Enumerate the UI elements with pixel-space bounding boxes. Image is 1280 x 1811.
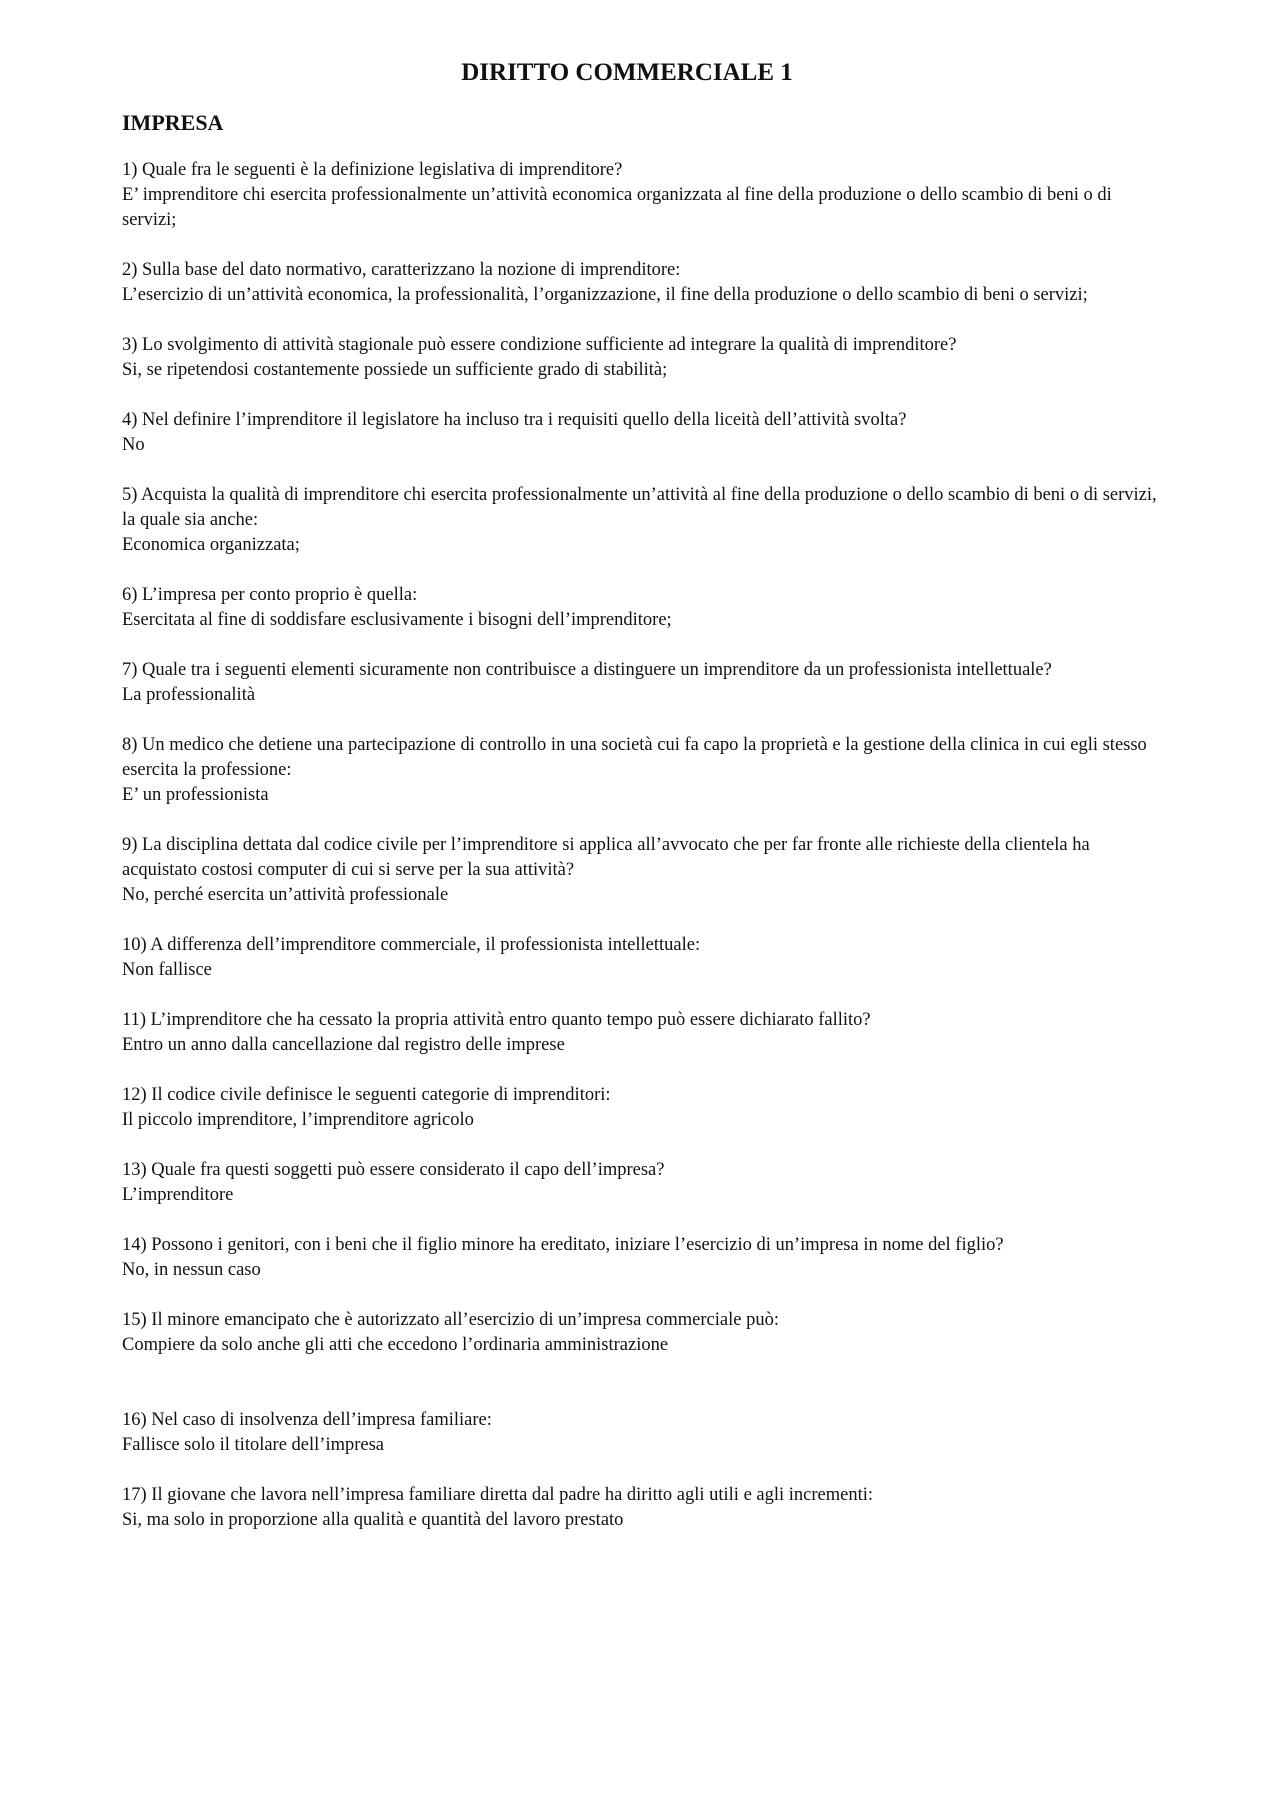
- question-text: 12) Il codice civile definisce le seguenti categorie di imprenditori:: [122, 1085, 611, 1106]
- answer-text: Esercitata al fine di soddisfare esclusivamente i bisogni dell’imprenditore;: [122, 610, 672, 631]
- question-item-13: [122, 1158, 1162, 1208]
- question-item-6: [122, 583, 1162, 633]
- question-text: 4) Nel definire l’imprenditore il legislatore ha incluso tra i requisiti quello della liceità dell’attività svolta?: [122, 410, 907, 431]
- answer-text: No, in nessun caso: [122, 1260, 261, 1281]
- answer-text: Compiere da solo anche gli atti che eccedono l’ordinaria amministrazione: [122, 1335, 669, 1356]
- question-item-12: [122, 1083, 1162, 1133]
- question-text: 14) Possono i genitori, con i beni che il figlio minore ha ereditato, iniziare l’esercizio di un’impresa in nome del figlio?: [122, 1235, 1004, 1256]
- question-list: [122, 158, 1162, 1533]
- question-text: 11) L’imprenditore che ha cessato la propria attività entro quanto tempo può essere dichiarato fallito?: [122, 1010, 871, 1031]
- section-title: IMPRESA: [122, 110, 224, 135]
- answer-text: E’ un professionista: [122, 785, 269, 806]
- question-text: 2) Sulla base del dato normativo, caratterizzano la nozione di imprenditore:: [122, 260, 681, 281]
- answer-text: Il piccolo imprenditore, l’imprenditore agricolo: [122, 1110, 474, 1131]
- question-text: 15) Il minore emancipato che è autorizzato all’esercizio di un’impresa commerciale può:: [122, 1310, 779, 1331]
- document-page: [122, 58, 1162, 1558]
- answer-text: Non fallisce: [122, 960, 212, 981]
- question-item-2: [122, 258, 1162, 308]
- answer-text: Fallisce solo il titolare dell’impresa: [122, 1435, 385, 1456]
- answer-text: No: [122, 435, 145, 456]
- question-item-10: [122, 933, 1162, 983]
- question-item-4: [122, 408, 1162, 458]
- question-item-16: [122, 1408, 1162, 1458]
- question-item-11: [122, 1008, 1162, 1058]
- question-text: 5) Acquista la qualità di imprenditore chi esercita professionalmente un’attività al fine della produzione o dello scambio di beni o di servizi, la quale sia anche:: [122, 485, 1157, 531]
- question-text: 1) Quale fra le seguenti è la definizione legislativa di imprenditore?: [122, 160, 623, 181]
- question-text: 17) Il giovane che lavora nell’impresa familiare diretta dal padre ha diritto agli utili e agli incrementi:: [122, 1485, 874, 1506]
- answer-text: No, perché esercita un’attività professionale: [122, 885, 449, 906]
- question-item-17: [122, 1483, 1162, 1533]
- answer-text: Si, se ripetendosi costantemente possiede un sufficiente grado di stabilità;: [122, 360, 668, 381]
- question-item-5: [122, 483, 1162, 558]
- answer-text: E’ imprenditore chi esercita professionalmente un’attività economica organizzata al fine della produzione o dello scambio di beni o di servizi;: [122, 185, 1112, 231]
- question-text: 13) Quale fra questi soggetti può essere considerato il capo dell’impresa?: [122, 1160, 665, 1181]
- question-item-1: [122, 158, 1162, 233]
- question-item-15: [122, 1308, 1162, 1358]
- question-item-3: [122, 333, 1162, 383]
- answer-text: Economica organizzata;: [122, 535, 300, 556]
- question-text: 8) Un medico che detiene una partecipazione di controllo in una società cui fa capo la proprietà e la gestione della clinica in cui egli stesso esercita la professione:: [122, 735, 1147, 781]
- document-title: DIRITTO COMMERCIALE 1: [461, 59, 793, 86]
- question-item-9: [122, 833, 1162, 908]
- question-text: 7) Quale tra i seguenti elementi sicuramente non contribuisce a distinguere un imprenditore da un professionista intellettuale?: [122, 660, 1052, 681]
- question-text: 9) La disciplina dettata dal codice civile per l’imprenditore si applica all’avvocato che per far fronte alle richieste della clientela ha acquistato costosi computer di cui si serve per la sua attività?: [122, 835, 1090, 881]
- question-text: 16) Nel caso di insolvenza dell’impresa familiare:: [122, 1410, 492, 1431]
- answer-text: L’esercizio di un’attività economica, la professionalità, l’organizzazione, il fine della produzione o dello scambio di beni o servizi;: [122, 285, 1088, 306]
- question-text: 6) L’impresa per conto proprio è quella:: [122, 585, 418, 606]
- question-item-14: [122, 1233, 1162, 1283]
- answer-text: Si, ma solo in proporzione alla qualità e quantità del lavoro prestato: [122, 1510, 624, 1531]
- question-text: 10) A differenza dell’imprenditore commerciale, il professionista intellettuale:: [122, 935, 701, 956]
- answer-text: La professionalità: [122, 685, 256, 706]
- question-text: 3) Lo svolgimento di attività stagionale può essere condizione sufficiente ad integrare la qualità di imprenditore?: [122, 335, 957, 356]
- answer-text: L’imprenditore: [122, 1185, 234, 1206]
- question-item-8: [122, 733, 1162, 808]
- question-item-7: [122, 658, 1162, 708]
- answer-text: Entro un anno dalla cancellazione dal registro delle imprese: [122, 1035, 565, 1056]
